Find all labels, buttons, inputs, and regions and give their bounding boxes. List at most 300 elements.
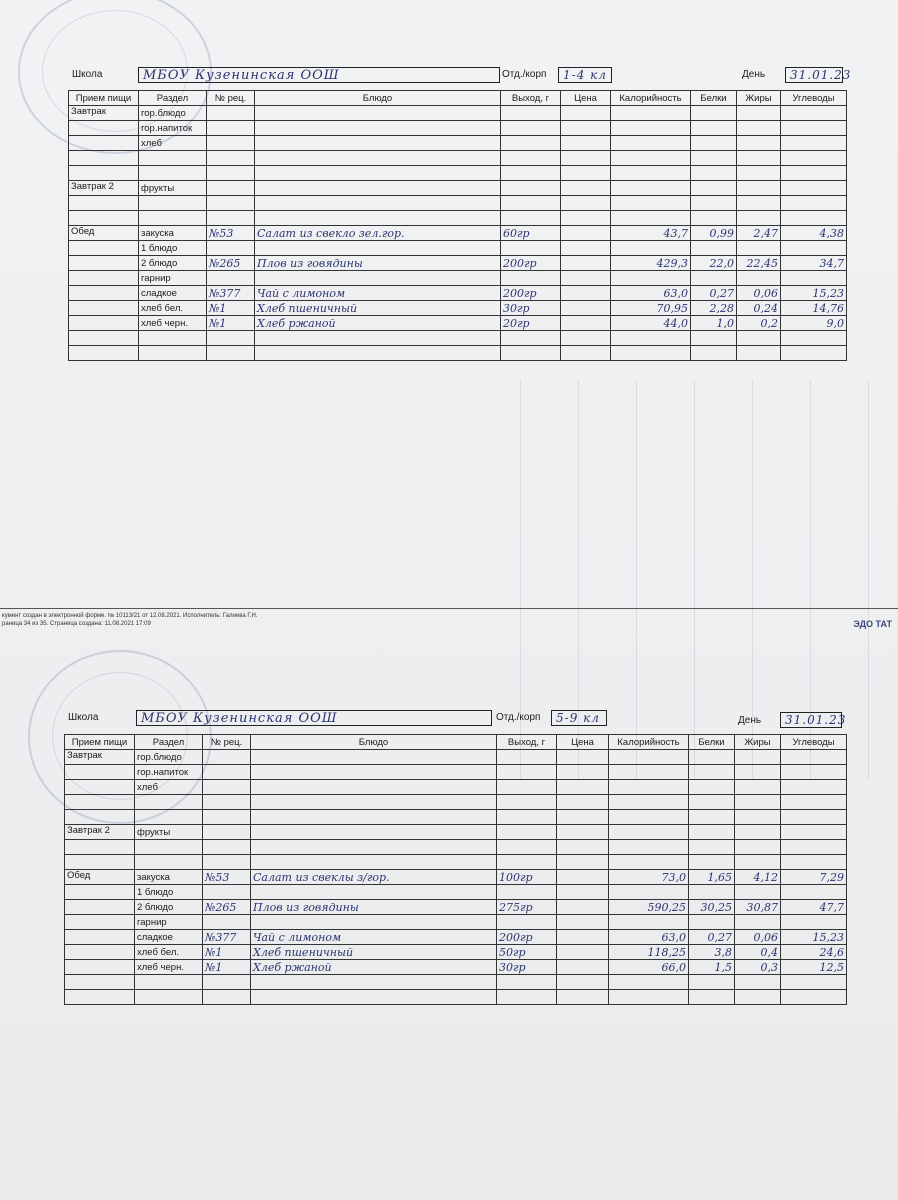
carbs-cell (781, 271, 847, 286)
portion-cell (501, 181, 561, 196)
meal-cell (69, 331, 139, 346)
fat-cell (737, 166, 781, 181)
portion-cell (501, 331, 561, 346)
dish-name-cell: Хлеб пшеничный (255, 301, 501, 316)
portion-cell (497, 765, 557, 780)
section-cell: гарнир (135, 915, 203, 930)
calories-cell: 590,25 (609, 900, 689, 915)
fat-cell: 0,4 (735, 945, 781, 960)
section-cell: хлеб черн. (135, 960, 203, 975)
price-cell (557, 900, 609, 915)
protein-cell: 1,5 (689, 960, 735, 975)
portion-cell: 200гр (497, 930, 557, 945)
section-cell: 2 блюдо (139, 256, 207, 271)
table-row (65, 780, 847, 795)
recipe-number-cell (207, 211, 255, 226)
fat-cell (737, 331, 781, 346)
meal-cell (65, 795, 135, 810)
table-row (69, 121, 847, 136)
fat-cell (735, 765, 781, 780)
table-row (65, 810, 847, 825)
table-row (65, 825, 847, 840)
fat-cell (737, 121, 781, 136)
dish-name-cell (255, 271, 501, 286)
recipe-number-cell (203, 975, 251, 990)
carbs-cell (781, 885, 847, 900)
recipe-number-cell (207, 271, 255, 286)
portion-cell (501, 271, 561, 286)
column-header: Углеводы (781, 91, 847, 106)
calories-cell: 43,7 (611, 226, 691, 241)
table-row (69, 286, 847, 301)
portion-cell: 200гр (501, 256, 561, 271)
meal-cell: Завтрак 2 (65, 825, 135, 840)
dept-label: Отд./корп (496, 712, 541, 723)
protein-cell (691, 196, 737, 211)
price-cell (557, 810, 609, 825)
fat-cell (735, 840, 781, 855)
calories-cell: 44,0 (611, 316, 691, 331)
price-cell (557, 915, 609, 930)
meal-cell (69, 121, 139, 136)
section-cell: сладкое (139, 286, 207, 301)
recipe-number-cell (207, 346, 255, 361)
column-header: Цена (561, 91, 611, 106)
portion-cell (501, 106, 561, 121)
protein-cell (691, 346, 737, 361)
section-cell: гор.блюдо (139, 106, 207, 121)
carbs-cell (781, 750, 847, 765)
meal-cell (69, 301, 139, 316)
table-header-row (69, 91, 847, 106)
day-field: 31.01.23 (780, 712, 842, 728)
carbs-cell (781, 840, 847, 855)
fat-cell: 0,3 (735, 960, 781, 975)
portion-cell (497, 855, 557, 870)
meal-cell (65, 885, 135, 900)
fat-cell (737, 106, 781, 121)
price-cell (561, 181, 611, 196)
section-cell (135, 975, 203, 990)
meal-cell (69, 346, 139, 361)
protein-cell (691, 121, 737, 136)
carbs-cell: 4,38 (781, 226, 847, 241)
calories-cell (611, 196, 691, 211)
portion-cell (501, 121, 561, 136)
protein-cell: 3,8 (689, 945, 735, 960)
section-cell (139, 331, 207, 346)
carbs-cell (781, 181, 847, 196)
carbs-cell (781, 810, 847, 825)
carbs-cell (781, 975, 847, 990)
section-cell (139, 151, 207, 166)
table-row (65, 795, 847, 810)
meal-cell: Завтрак (65, 750, 135, 765)
dish-name-cell (251, 885, 497, 900)
protein-cell: 1,65 (689, 870, 735, 885)
dish-name-cell (251, 810, 497, 825)
carbs-cell: 15,23 (781, 286, 847, 301)
portion-cell: 30гр (501, 301, 561, 316)
dish-name-cell: Хлеб ржаной (251, 960, 497, 975)
recipe-number-cell (203, 990, 251, 1005)
column-header: № рец. (207, 91, 255, 106)
price-cell (557, 960, 609, 975)
column-header: Блюдо (255, 91, 501, 106)
dish-name-cell: Плов из говядины (255, 256, 501, 271)
meal-cell (69, 166, 139, 181)
fat-cell (735, 915, 781, 930)
meal-cell (65, 840, 135, 855)
section-cell: фрукты (135, 825, 203, 840)
dish-name-cell (251, 840, 497, 855)
section-cell (139, 196, 207, 211)
protein-cell (691, 106, 737, 121)
dish-name-cell: Чай с лимоном (251, 930, 497, 945)
price-cell (557, 990, 609, 1005)
calories-cell (611, 346, 691, 361)
column-header: Углеводы (781, 735, 847, 750)
table-row (65, 855, 847, 870)
price-cell (557, 975, 609, 990)
calories-cell (609, 825, 689, 840)
dish-name-cell (251, 975, 497, 990)
calories-cell: 70,95 (611, 301, 691, 316)
meal-cell (69, 151, 139, 166)
portion-cell (497, 915, 557, 930)
fat-cell (737, 346, 781, 361)
table-row (69, 106, 847, 121)
table-row (69, 196, 847, 211)
calories-cell (609, 855, 689, 870)
column-header: Калорийность (609, 735, 689, 750)
price-cell (561, 316, 611, 331)
table-row (65, 945, 847, 960)
fat-cell (735, 750, 781, 765)
meal-cell (69, 136, 139, 151)
meal-cell (69, 196, 139, 211)
dish-name-cell (255, 196, 501, 211)
meal-cell (65, 765, 135, 780)
section-cell (139, 346, 207, 361)
portion-cell (497, 810, 557, 825)
recipe-number-cell: №1 (203, 960, 251, 975)
meal-cell (69, 211, 139, 226)
dish-name-cell: Салат из свеклы з/гор. (251, 870, 497, 885)
meal-cell (65, 780, 135, 795)
portion-cell: 50гр (497, 945, 557, 960)
calories-cell (609, 750, 689, 765)
price-cell (561, 241, 611, 256)
calories-cell (611, 331, 691, 346)
dish-name-cell (255, 241, 501, 256)
table-row (65, 990, 847, 1005)
dish-name-cell (251, 855, 497, 870)
recipe-number-cell (203, 750, 251, 765)
table-row (65, 975, 847, 990)
recipe-number-cell (207, 106, 255, 121)
carbs-cell: 24,6 (781, 945, 847, 960)
section-cell: 1 блюдо (135, 885, 203, 900)
protein-cell (689, 915, 735, 930)
table-row (65, 930, 847, 945)
calories-cell: 63,0 (611, 286, 691, 301)
fat-cell (737, 271, 781, 286)
fat-cell: 0,06 (737, 286, 781, 301)
protein-cell: 30,25 (689, 900, 735, 915)
portion-cell: 60гр (501, 226, 561, 241)
fat-cell (735, 810, 781, 825)
table-row (69, 256, 847, 271)
calories-cell: 118,25 (609, 945, 689, 960)
price-cell (561, 106, 611, 121)
table-row (69, 271, 847, 286)
table-row (69, 226, 847, 241)
protein-cell (689, 975, 735, 990)
recipe-number-cell (203, 765, 251, 780)
dish-name-cell (251, 750, 497, 765)
calories-cell (611, 136, 691, 151)
dish-name-cell: Хлеб ржаной (255, 316, 501, 331)
dish-name-cell (251, 795, 497, 810)
meal-cell (69, 271, 139, 286)
price-cell (561, 226, 611, 241)
calories-cell (609, 885, 689, 900)
price-cell (561, 166, 611, 181)
dish-name-cell (251, 765, 497, 780)
recipe-number-cell (207, 181, 255, 196)
calories-cell (609, 810, 689, 825)
section-cell: хлеб бел. (139, 301, 207, 316)
portion-cell: 20гр (501, 316, 561, 331)
portion-cell (501, 211, 561, 226)
calories-cell (611, 241, 691, 256)
column-header: Блюдо (251, 735, 497, 750)
section-cell: гарнир (139, 271, 207, 286)
column-header: Жиры (735, 735, 781, 750)
dish-name-cell (255, 121, 501, 136)
protein-cell: 2,28 (691, 301, 737, 316)
calories-cell: 73,0 (609, 870, 689, 885)
protein-cell (689, 810, 735, 825)
recipe-number-cell (203, 810, 251, 825)
carbs-cell (781, 151, 847, 166)
section-cell: гор.блюдо (135, 750, 203, 765)
carbs-cell (781, 211, 847, 226)
meal-cell (65, 855, 135, 870)
section-cell: 2 блюдо (135, 900, 203, 915)
dish-name-cell (255, 166, 501, 181)
table-row (69, 301, 847, 316)
table-row (69, 166, 847, 181)
section-cell (135, 840, 203, 855)
recipe-number-cell: №53 (203, 870, 251, 885)
recipe-number-cell (207, 136, 255, 151)
day-field: 31.01.23 (785, 67, 843, 83)
fat-cell (737, 136, 781, 151)
protein-cell (691, 271, 737, 286)
day-label: День (742, 69, 766, 80)
calories-cell (611, 271, 691, 286)
dish-name-cell (255, 331, 501, 346)
carbs-cell (781, 765, 847, 780)
table-row (65, 900, 847, 915)
calories-cell (609, 990, 689, 1005)
price-cell (561, 301, 611, 316)
protein-cell (691, 331, 737, 346)
meal-cell (65, 945, 135, 960)
column-header: Калорийность (611, 91, 691, 106)
recipe-number-cell (207, 196, 255, 211)
portion-cell (497, 990, 557, 1005)
meal-cell (69, 241, 139, 256)
fat-cell: 30,87 (735, 900, 781, 915)
fat-cell (737, 241, 781, 256)
school-label: Школа (68, 712, 99, 723)
carbs-cell: 47,7 (781, 900, 847, 915)
recipe-number-cell (207, 166, 255, 181)
carbs-cell: 7,29 (781, 870, 847, 885)
section-cell: хлеб бел. (135, 945, 203, 960)
table-row (69, 346, 847, 361)
portion-cell: 30гр (497, 960, 557, 975)
table-row (65, 750, 847, 765)
fat-cell (735, 795, 781, 810)
price-cell (561, 331, 611, 346)
portion-cell (501, 241, 561, 256)
fat-cell (735, 975, 781, 990)
column-header: Прием пищи (69, 91, 139, 106)
edo-logo: ЭДО ТАТ (853, 619, 892, 629)
protein-cell (691, 136, 737, 151)
protein-cell (689, 750, 735, 765)
dish-name-cell (251, 825, 497, 840)
meal-cell (69, 286, 139, 301)
calories-cell: 63,0 (609, 930, 689, 945)
protein-cell: 0,27 (691, 286, 737, 301)
menu-table (64, 734, 847, 1005)
section-cell: фрукты (139, 181, 207, 196)
section-cell: сладкое (135, 930, 203, 945)
footer-line-2: раница 34 из 35. Страница создана: 11.08.2021 17:09 (2, 621, 151, 627)
portion-cell (497, 840, 557, 855)
dish-name-cell: Плов из говядины (251, 900, 497, 915)
meal-cell (65, 975, 135, 990)
calories-cell (611, 211, 691, 226)
carbs-cell: 15,23 (781, 930, 847, 945)
column-header: № рец. (203, 735, 251, 750)
recipe-number-cell: №53 (207, 226, 255, 241)
column-header: Раздел (135, 735, 203, 750)
fat-cell (737, 196, 781, 211)
portion-cell (497, 975, 557, 990)
portion-cell (501, 136, 561, 151)
portion-cell (501, 196, 561, 211)
price-cell (557, 825, 609, 840)
calories-cell (609, 915, 689, 930)
meal-cell (65, 930, 135, 945)
price-cell (557, 930, 609, 945)
dish-name-cell: Хлеб пшеничный (251, 945, 497, 960)
dept-field: 5-9 кл (551, 710, 607, 726)
protein-cell (691, 181, 737, 196)
meal-cell (65, 900, 135, 915)
fat-cell (737, 151, 781, 166)
recipe-number-cell (203, 795, 251, 810)
price-cell (557, 765, 609, 780)
carbs-cell: 9,0 (781, 316, 847, 331)
table-row (69, 211, 847, 226)
carbs-cell (781, 915, 847, 930)
carbs-cell (781, 825, 847, 840)
protein-cell: 1,0 (691, 316, 737, 331)
meal-cell: Завтрак 2 (69, 181, 139, 196)
price-cell (561, 211, 611, 226)
protein-cell (689, 855, 735, 870)
portion-cell (497, 750, 557, 765)
price-cell (561, 136, 611, 151)
recipe-number-cell: №1 (207, 301, 255, 316)
carbs-cell (781, 241, 847, 256)
meal-cell (65, 990, 135, 1005)
price-cell (561, 196, 611, 211)
price-cell (561, 256, 611, 271)
protein-cell (691, 211, 737, 226)
fat-cell (737, 211, 781, 226)
dish-name-cell (251, 990, 497, 1005)
protein-cell (689, 765, 735, 780)
dish-name-cell (255, 211, 501, 226)
table-row (69, 316, 847, 331)
day-label: День (738, 715, 762, 726)
section-cell: хлеб (139, 136, 207, 151)
section-cell (139, 166, 207, 181)
school-name-field: МБОУ Кузенинская ООШ (136, 710, 492, 726)
fat-cell: 22,45 (737, 256, 781, 271)
recipe-number-cell (203, 915, 251, 930)
carbs-cell (781, 331, 847, 346)
carbs-cell (781, 795, 847, 810)
section-cell: закуска (139, 226, 207, 241)
portion-cell: 200гр (501, 286, 561, 301)
protein-cell (689, 840, 735, 855)
section-cell (135, 795, 203, 810)
recipe-number-cell (207, 331, 255, 346)
meal-cell (65, 960, 135, 975)
fat-cell: 0,06 (735, 930, 781, 945)
calories-cell (609, 840, 689, 855)
price-cell (561, 121, 611, 136)
portion-cell (497, 795, 557, 810)
dish-name-cell (255, 181, 501, 196)
fat-cell: 4,12 (735, 870, 781, 885)
calories-cell (609, 795, 689, 810)
section-cell: гор.напиток (135, 765, 203, 780)
meal-cell (65, 915, 135, 930)
fat-cell: 2,47 (737, 226, 781, 241)
price-cell (557, 840, 609, 855)
meal-cell: Обед (65, 870, 135, 885)
school-label: Школа (72, 69, 103, 80)
calories-cell (611, 106, 691, 121)
column-header: Выход, г (501, 91, 561, 106)
protein-cell (689, 825, 735, 840)
price-cell (557, 870, 609, 885)
calories-cell (609, 765, 689, 780)
section-cell (139, 211, 207, 226)
price-cell (561, 346, 611, 361)
table-row (69, 181, 847, 196)
